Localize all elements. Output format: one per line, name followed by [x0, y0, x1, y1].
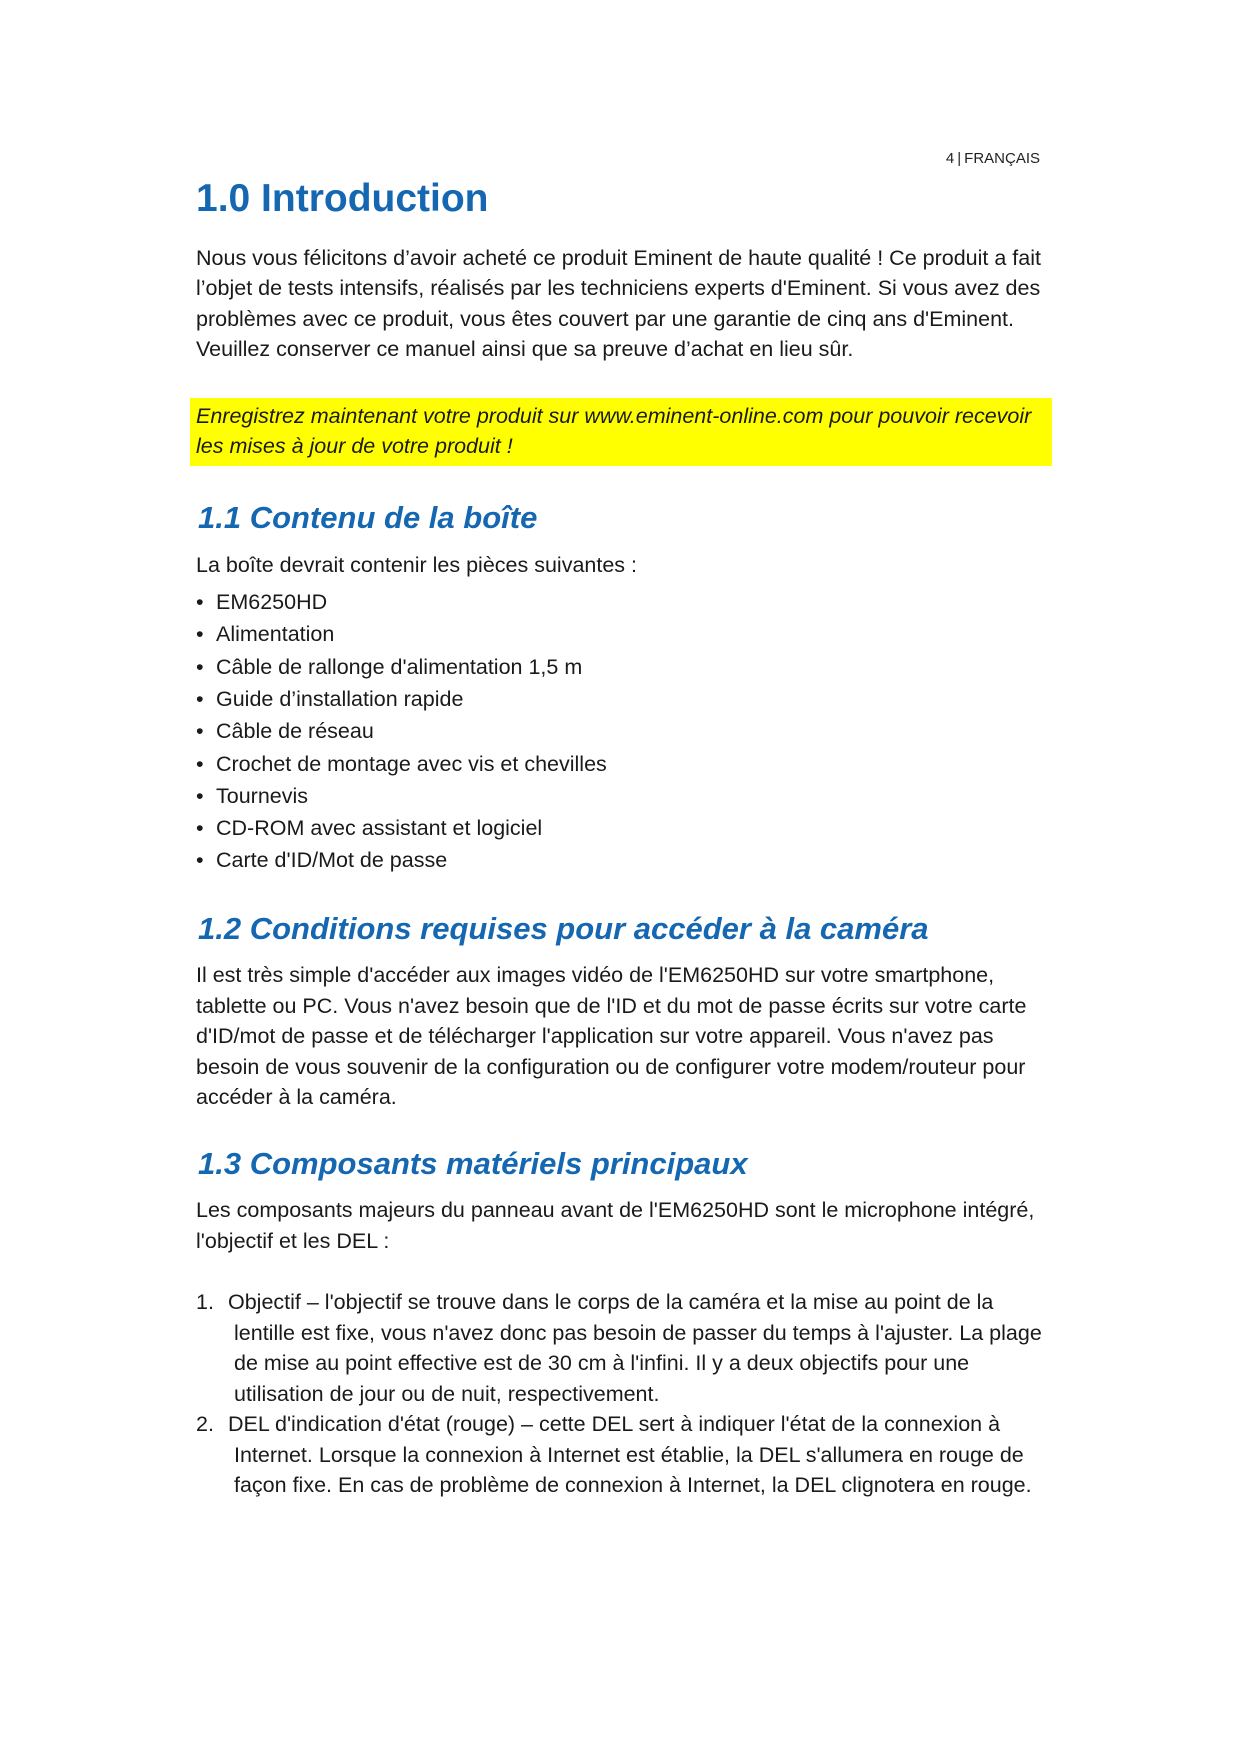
hardware-title: 1.3 Composants matériels principaux: [198, 1145, 748, 1181]
section-hardware: [196, 1146, 1056, 1501]
header-language: FRANÇAIS: [964, 150, 1040, 167]
hardware-intro: Les composants majeurs du panneau avant de l'EM6250HD sont le microphone intégré, l'objectif et les DEL :: [196, 1198, 1035, 1253]
list-item: • Tournevis: [196, 780, 1056, 812]
list-item: [196, 1287, 1056, 1409]
page-header: [860, 150, 1040, 167]
hardware-list: [196, 1287, 1056, 1501]
list-item: • CD-ROM avec assistant et logiciel: [196, 812, 1056, 844]
registration-highlight: Enregistrez maintenant votre produit sur www.eminent-online.com pour pouvoir recevoir les mises à jour de votre produit !: [190, 398, 1052, 466]
intro-paragraph: Nous vous félicitons d’avoir acheté ce produit Eminent de haute qualité ! Ce produit a fait l’objet de tests intensifs, réalisés par les techniciens experts d'Eminent. Si vous avez des problèmes avec ce produit, vous êtes couvert par une garantie de cinq ans d'Eminent. Veuillez conserver ce manuel ainsi que sa preuve d’achat en lieu sûr.: [196, 245, 1041, 362]
list-item: • Alimentation: [196, 618, 1056, 650]
page-number: 4: [945, 150, 955, 167]
list-item-text: Objectif – l'objectif se trouve dans le corps de la caméra et la mise au point de la lentille est fixe, vous n'avez donc pas besoin de passer du temps à l'ajuster. La plage de mise au point effective est de 30 cm à l'infini. Il y a deux objectifs pour une utilisation de jour ou de nuit, respectivement.: [228, 1290, 1042, 1406]
list-item: • Carte d'ID/Mot de passe: [196, 844, 1056, 876]
list-item: • Câble de réseau: [196, 715, 1056, 747]
requirements-paragraph: Il est très simple d'accéder aux images vidéo de l'EM6250HD sur votre smartphone, tablette ou PC. Vous n'avez besoin que de l'ID et du mot de passe écrits sur votre carte d'ID/mot de passe et de télécharger l'application sur votre appareil. Vous n'avez pas besoin de vous souvenir de la configuration ou de configurer votre modem/routeur pour accéder à la caméra.: [196, 963, 1027, 1110]
box-contents-intro: La boîte devrait contenir les pièces suivantes :: [196, 552, 638, 577]
list-item: • Guide d’installation rapide: [196, 683, 1056, 715]
list-number: 1.: [196, 1290, 214, 1315]
list-item: • EM6250HD: [196, 586, 1056, 618]
box-contents-title: 1.1 Contenu de la boîte: [198, 499, 538, 535]
section-requirements: [196, 911, 1056, 1113]
list-item: • Câble de rallonge d'alimentation 1,5 m: [196, 651, 1056, 683]
list-item-text: DEL d'indication d'état (rouge) – cette DEL sert à indiquer l'état de la connexion à Internet. Lorsque la connexion à Internet est établie, la DEL s'allumera en rouge de façon fixe. En cas de problème de connexion à Internet, la DEL clignotera en rouge.: [228, 1412, 1032, 1498]
list-item: • Crochet de montage avec vis et chevilles: [196, 748, 1056, 780]
list-number: 2.: [196, 1412, 214, 1437]
box-contents-list: [196, 586, 1056, 877]
page-content: [196, 178, 1056, 1501]
requirements-title: 1.2 Conditions requises pour accéder à la caméra: [198, 910, 929, 946]
header-separator: |: [957, 150, 962, 167]
section-box-contents: [196, 500, 1056, 877]
intro-title: 1.0 Introduction: [196, 177, 489, 220]
list-item: [196, 1409, 1056, 1501]
section-introduction: [196, 178, 1056, 466]
